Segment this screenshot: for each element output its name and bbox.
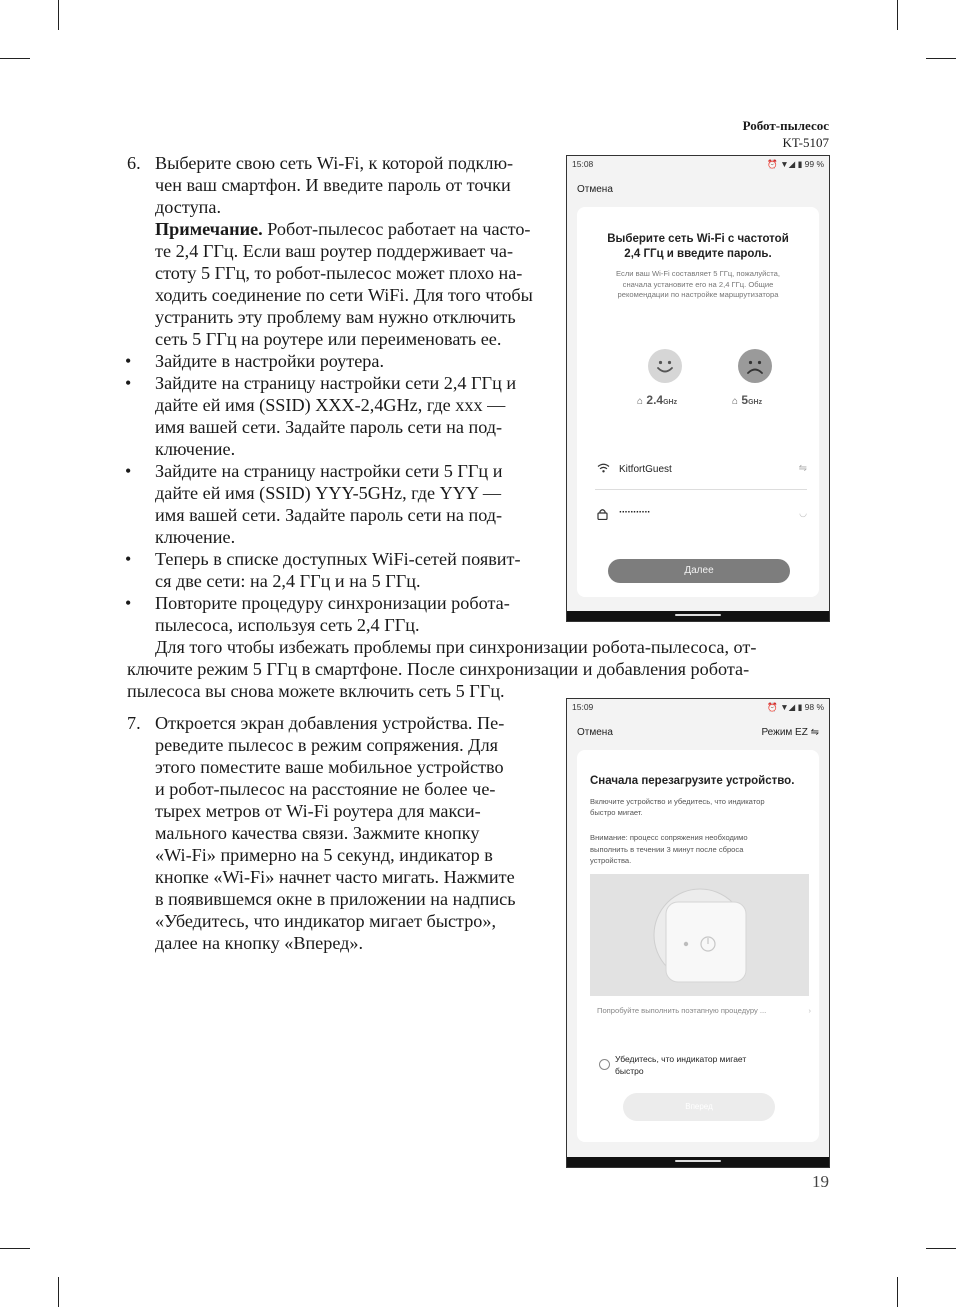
text-line: Робот-пылесос работает на часто- bbox=[262, 219, 531, 239]
crop-mark bbox=[58, 0, 59, 30]
text-line: ходить соединение по сети WiFi. Для того чтобы bbox=[155, 285, 533, 305]
password-value: ··········· bbox=[619, 507, 651, 518]
text-line: Убедитесь, что индикатор мигает bbox=[615, 1054, 747, 1064]
crop-mark bbox=[897, 1277, 898, 1307]
ssid-value: KitfortGuest bbox=[619, 464, 672, 475]
text-line: Повторите процедуру синхронизации робота- bbox=[155, 593, 510, 613]
text-line: Выберите свою сеть Wi-Fi, к которой подклю- bbox=[155, 153, 514, 173]
status-bar bbox=[572, 159, 824, 170]
header-model: KT-5107 bbox=[782, 135, 829, 150]
reset-title: Сначала перезагрузите устройство. bbox=[590, 775, 795, 787]
header-title: Робот-пылесос bbox=[742, 118, 829, 133]
text-line: ключите режим 5 ГГц в смартфоне. После синхронизации и добавления робота- bbox=[127, 659, 750, 679]
text-line: этого поместите ваше мобильное устройство bbox=[155, 757, 504, 777]
text-line: чен ваш смартфон. И введите пароль от точки bbox=[155, 175, 511, 195]
crop-mark bbox=[58, 1277, 59, 1307]
step-by-step-link[interactable] bbox=[597, 1006, 811, 1015]
status-icons: ⏰ ▼◢ ▮ 98 % bbox=[767, 702, 824, 712]
text-line: далее на кнопку «Вперед». bbox=[155, 933, 364, 953]
bullet-item bbox=[155, 548, 556, 592]
checkbox-label bbox=[599, 1054, 746, 1077]
reset-warning bbox=[590, 832, 748, 867]
text-line: «Убедитесь, что индикатор мигает быстро», bbox=[155, 911, 497, 931]
text-line: сеть 5 ГГц на роутере или переименовать ее. bbox=[155, 329, 502, 349]
text-line: доступа. bbox=[155, 197, 222, 217]
band-value: 5 bbox=[741, 393, 749, 407]
text-line: рекомендации по настройке маршрутизатора bbox=[617, 290, 779, 299]
ssid-field[interactable] bbox=[595, 459, 807, 490]
text-line: реведите пылесос в режим сопряжения. Для bbox=[155, 735, 499, 755]
sad-face-svg bbox=[738, 349, 772, 383]
band-unit: GHz bbox=[663, 399, 678, 406]
step6-number: 6. bbox=[127, 153, 141, 173]
ez-mode-button[interactable]: Режим EZ ⇋ bbox=[761, 727, 819, 738]
bullet-marker: • bbox=[125, 461, 132, 481]
wifi-card-subtitle bbox=[577, 269, 819, 301]
band-unit: GHz bbox=[748, 399, 763, 406]
phone-screenshot-reset bbox=[566, 698, 830, 1168]
step7-number: 7. bbox=[127, 713, 141, 733]
device-illustration bbox=[590, 874, 809, 996]
cancel-button[interactable]: Отмена bbox=[577, 727, 613, 738]
sad-face-icon bbox=[738, 349, 772, 383]
show-password-icon[interactable]: ◡ bbox=[799, 508, 807, 518]
phone2-topbar bbox=[577, 727, 819, 738]
text-line: «Wi-Fi» примерно на 5 секунд, индикатор в bbox=[155, 845, 493, 865]
status-bar bbox=[572, 702, 824, 713]
home-indicator[interactable] bbox=[675, 614, 721, 616]
text-line: имя вашей сети. Задайте пароль сети на под- bbox=[155, 417, 503, 437]
phone-screenshot-wifi bbox=[566, 155, 830, 622]
crop-mark bbox=[0, 58, 30, 59]
wifi-card-title bbox=[577, 232, 819, 262]
bullet-item bbox=[155, 372, 556, 460]
text-line: Внимание: процесс сопряжения необходимо bbox=[590, 833, 748, 842]
text-line: пылесоса вы снова можете включить сеть 5 ГГц. bbox=[127, 681, 505, 701]
text-line: ся две сети: на 2,4 ГГц и на 5 ГГц. bbox=[155, 571, 421, 591]
happy-face-svg bbox=[648, 349, 682, 383]
step7-text bbox=[155, 712, 549, 954]
bullet-marker: • bbox=[125, 593, 132, 613]
text-line: сначала установите его на 2,4 ГГц. Общие bbox=[622, 279, 774, 289]
band-value: 2.4 bbox=[646, 393, 664, 407]
band-24-label bbox=[637, 393, 677, 407]
sync-advice bbox=[127, 636, 830, 702]
robot-device-svg bbox=[590, 874, 809, 996]
text-line: 2,4 ГГц и введите пароль. bbox=[624, 248, 772, 260]
phone1-topbar bbox=[577, 184, 819, 195]
crop-mark bbox=[926, 1248, 956, 1249]
bullet-item bbox=[155, 460, 556, 548]
text-line: Если ваш Wi-Fi составляет 5 ГГц, пожалуйста, bbox=[616, 269, 780, 278]
forward-button[interactable]: Вперед bbox=[623, 1093, 775, 1121]
password-field[interactable] bbox=[595, 505, 807, 527]
text-line: Включите устройство и убедитесь, что индикатор bbox=[590, 797, 765, 806]
reset-card bbox=[577, 750, 819, 1142]
note-label: Примечание. bbox=[155, 219, 263, 239]
status-time: 15:09 bbox=[572, 702, 594, 712]
text-line: Зайдите на страницу настройки сети 2,4 ГГц и bbox=[155, 373, 517, 393]
step6-text bbox=[155, 152, 556, 350]
bullet-marker: • bbox=[125, 351, 132, 371]
text-line: и робот-пылесос на расстояние не более че- bbox=[155, 779, 496, 799]
text-line: быстро bbox=[615, 1065, 644, 1076]
text-line: устройства. bbox=[590, 856, 632, 865]
text-line: выполнить в течении 3 минут после сброса bbox=[590, 844, 744, 854]
text-line: Откроется экран добавления устройства. Пе- bbox=[155, 713, 505, 733]
text-line: в появившемся окне в приложении на надпись bbox=[155, 889, 516, 909]
text-line: устранить эту проблему вам нужно отключить bbox=[155, 307, 516, 327]
text-line: имя вашей сети. Задайте пароль сети на под- bbox=[155, 505, 503, 525]
home-indicator[interactable] bbox=[675, 1160, 721, 1162]
text-line: пылесоса, используя сеть 2,4 ГГц. bbox=[155, 615, 420, 635]
text-line: ключение. bbox=[155, 527, 236, 547]
lock-svg bbox=[597, 508, 608, 520]
wifi-svg bbox=[597, 463, 610, 473]
cancel-button[interactable]: Отмена bbox=[577, 184, 613, 195]
link-text: Попробуйте выполнить поэтапную процедуру ... bbox=[597, 1006, 767, 1015]
text-line: быстро мигает. bbox=[590, 808, 643, 817]
indicator-checkbox[interactable] bbox=[599, 1054, 746, 1077]
text-line: Выберите сеть Wi-Fi с частотой bbox=[607, 233, 789, 245]
note-line bbox=[155, 218, 556, 240]
crop-mark bbox=[926, 58, 956, 59]
text-line: Зайдите в настройки роутера. bbox=[155, 351, 385, 371]
router-icon: ⌂ bbox=[732, 396, 739, 407]
bullet-item bbox=[155, 350, 556, 372]
text-line: стоту 5 ГГц, то робот-пылесос может плохо на- bbox=[155, 263, 523, 283]
text-line: тырех метров от Wi-Fi роутера для макси- bbox=[155, 801, 481, 821]
text-line: дайте ей имя (SSID) XXX-2,4GHz, где xxx — bbox=[155, 395, 506, 415]
text-line: те 2,4 ГГц. Если ваш роутер поддерживает ча- bbox=[155, 241, 514, 261]
text-line: Для того чтобы избежать проблемы при синхронизации робота-пылесоса, от- bbox=[155, 637, 757, 657]
crop-mark bbox=[897, 0, 898, 30]
text-line: Зайдите на страницу настройки сети 5 ГГц и bbox=[155, 461, 503, 481]
nav-bar bbox=[567, 1157, 829, 1167]
crop-mark bbox=[0, 1248, 30, 1249]
page-number: 19 bbox=[812, 1172, 829, 1191]
switch-network-icon[interactable]: ⇋ bbox=[798, 463, 807, 474]
status-icons: ⏰ ▼◢ ▮ 99 % bbox=[767, 159, 824, 169]
router-icon: ⌂ bbox=[637, 396, 644, 407]
chevron-right-icon: › bbox=[808, 1006, 811, 1015]
text-line: дайте ей имя (SSID) YYY-5GHz, где YYY — bbox=[155, 483, 502, 503]
bullet-marker: • bbox=[125, 373, 132, 393]
wifi-icon bbox=[597, 463, 610, 476]
text-line: ключение. bbox=[155, 439, 236, 459]
lock-icon bbox=[597, 508, 608, 523]
next-button[interactable]: Далее bbox=[608, 559, 790, 583]
reset-description bbox=[590, 796, 765, 818]
band-5-label bbox=[732, 393, 762, 407]
nav-bar bbox=[567, 611, 829, 621]
checkbox-icon[interactable] bbox=[599, 1059, 610, 1070]
bullet-marker: • bbox=[125, 549, 132, 569]
text-line: кнопке «Wi-Fi» начнет часто мигать. Нажмите bbox=[155, 867, 515, 887]
running-header bbox=[743, 117, 829, 151]
wifi-card bbox=[577, 207, 819, 597]
text-line: мального качества связи. Зажмите кнопку bbox=[155, 823, 480, 843]
status-time: 15:08 bbox=[572, 159, 594, 169]
text-line: Теперь в списке доступных WiFi-сетей появит- bbox=[155, 549, 521, 569]
happy-face-icon bbox=[648, 349, 682, 383]
bullet-item bbox=[155, 592, 556, 636]
